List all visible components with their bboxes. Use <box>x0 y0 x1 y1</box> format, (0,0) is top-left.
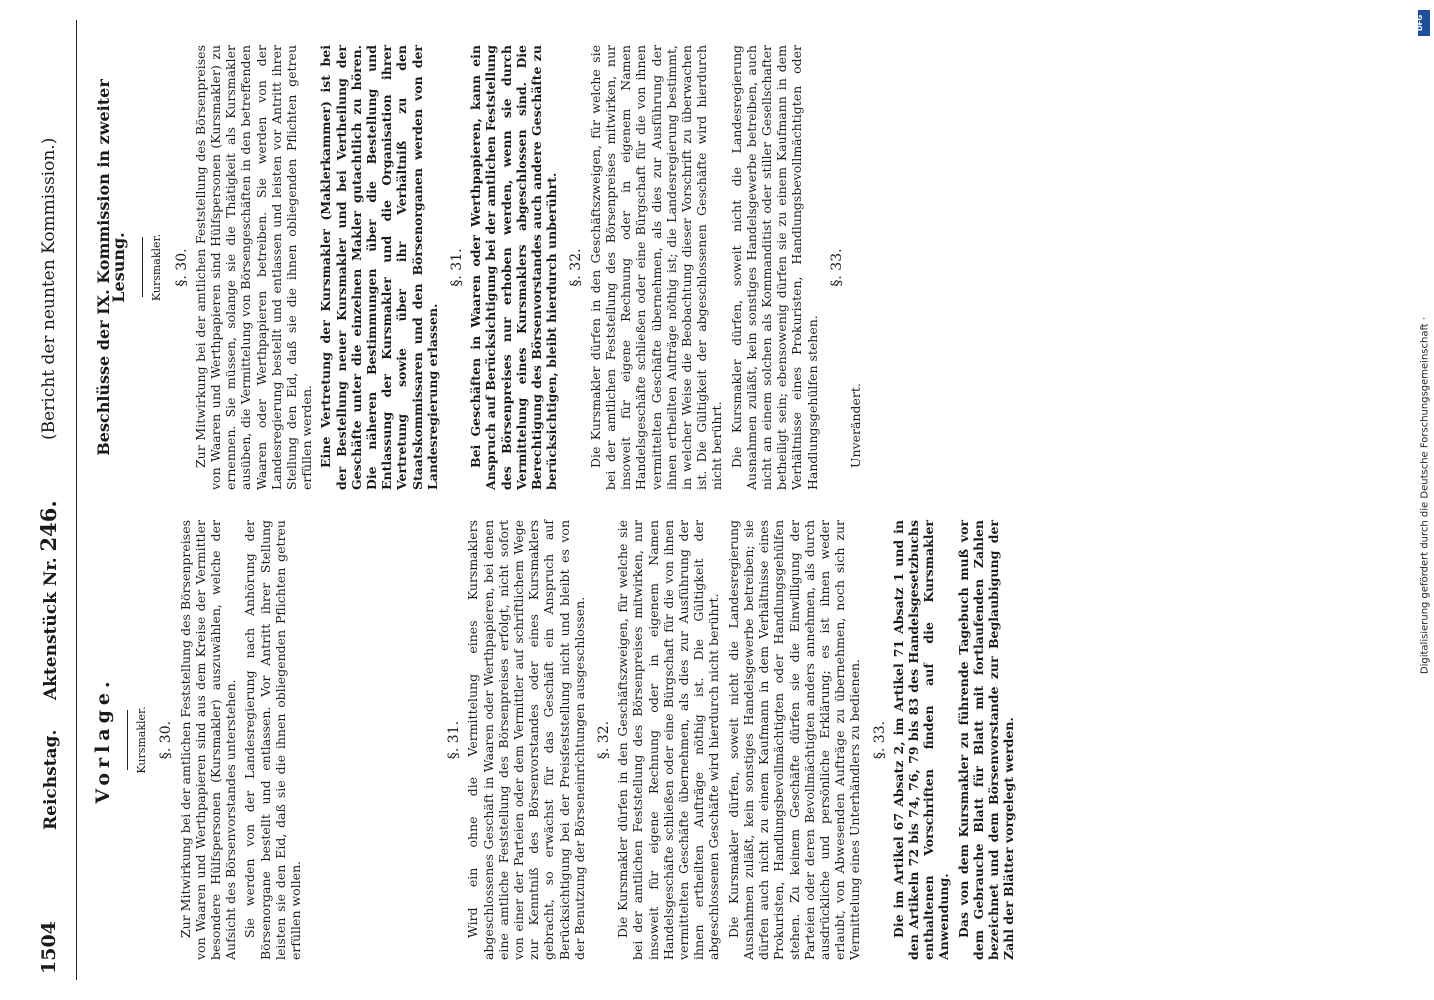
paragraph-text: Die Kursmakler dürfen, soweit nicht die Landesregierung Ausnahmen zuläßt, kein sonstiges Handelsgewerbe betreiben, auch nicht an einem solchen als Kommanditist oder stiller Gesellschafter betheiligt sein; ebensowenig dürfen sie zu einem Kaufmann in dem Verhältnisse eines Prokuristen, Handlungsbevollmächtigten oder Handlungsgehülfen stehen. <box>728 45 820 490</box>
divider <box>127 710 128 770</box>
paragraph-number: §. 32. <box>596 720 613 760</box>
dfg-logo <box>1418 10 1430 36</box>
paragraph-text: Die im Artikel 67 Absatz 2, im Artikel 71 Absatz 1 und in den Artikeln 72 bis 74, 76, 79 bis 83 des Handelsgesetzbuchs enthaltenen Vorschriften finden auf die Kursmakler Anwendung. <box>890 520 952 960</box>
paragraph-number: §. 32. <box>568 248 585 287</box>
paragraph-number: §. 30. <box>158 720 175 760</box>
header-number: 246. <box>36 500 61 552</box>
paragraph-text: Unverändert. <box>847 383 863 468</box>
paragraph-number: §. 33. <box>828 248 845 287</box>
paragraph-text: Wird ein ohne die Vermittelung eines Kursmaklers abgeschlossenes Geschäft in Waaren oder Werthpapieren, bei denen eine amtliche Feststellung des Börsenpreises erfolgt, nicht sofort von einer der Parteien oder dem Vermittler auf schriftlichem Wege zur Kenntniß des Börsenvorstandes oder eines Kursmaklers gebracht, so erwächst für das Geschäft ein Anspruch auf Berücksichtigung bei der Preisfeststellung nicht und bleibt es von der Benutzung der Börseneinrichtungen ausgeschlossen. <box>465 520 587 960</box>
paragraph-text: Die Kursmakler dürfen in den Geschäftszweigen, für welche sie bei der amtlichen Feststellung des Börsenpreises mitwirken, nur insoweit für eigene Rechnung oder in eigenem Namen Handelsgeschäfte schließen oder eine Bürgschaft für die von ihnen vermittelten Geschäfte übernehmen, als dies zur Ausführung der ihnen ertheilten Aufträge nöthig ist; die Landesregierung bestimmt, in welcher Weise die Beobachtung dieser Vorschrift zu überwachen ist. Die Gültigkeit der abgeschlossenen Geschäfte wird hierdurch nicht berührt. <box>587 45 725 490</box>
digitization-note <box>1415 10 1429 990</box>
paragraph-number: §. 31. <box>449 248 466 287</box>
paragraph-text: Die Kursmakler dürfen, soweit nicht die Landesregierung Ausnahmen zuläßt, kein sonstiges Handelsgewerbe betreiben; sie dürfen auch nicht zu einem Kaufmann in dem Verhältnisse eines Prokuristen, Handlungsbevollmächtigten oder Handlungsgehülfen stehen. Zu keinem Geschäfte dürfen sie die Einwilligung der Parteien oder deren Bevollmächtigten anders annehmen, als durch ausdrückliche und persönliche Erklärung; es ist ihnen weder erlaubt, von Abwesenden Aufträge zu übernehmen, noch sich zur Vermittelung eines Unterhändlers zu bedienen. <box>725 520 863 960</box>
left-column <box>86 520 1020 960</box>
digitization-text: Digitalisierung gefördert durch die Deutsche Forschungsgemeinschaft · <box>1419 316 1431 675</box>
paragraph-text: Eine Vertretung der Kursmakler (Maklerkammer) ist bei der Bestellung neuer Kursmakler und bei Vertheilung der Geschäfte unter die einzelnen Makler gutachtlich zu hören. Die näheren Bestimmungen über die Bestellung und Entlassung der Kursmakler und die Organisation ihrer Vertretung sowie über ihr Verhältniß zu den Staatskommissaren und den Börsenorganen werden von der Landesregierung erlassen. <box>318 45 440 490</box>
paragraph-text: Zur Mitwirkung bei der amtlichen Feststellung des Börsenpreises von Waaren und Werthpapieren sind aus dem Kreise der Vermittler besondere Hülfspersonen (Kursmakler) auszuwählen, welche der Aufsicht des Börsenvorstandes unterstehen. <box>177 519 239 960</box>
right-column-title: Beschlüsse der IX. Kommission in zweiter Lesung. <box>94 79 129 456</box>
divider <box>142 238 143 298</box>
dfg-logo-text: DFG <box>1416 14 1425 32</box>
paragraph-text: Zur Mitwirkung bei der amtlichen Feststellung des Börsenpreises von Waaren und Werthpapieren sind Hülfspersonen (Kursmakler) zu ernennen. Sie müssen, solange sie die Thätigkeit als Kursmakler ausüben, die Vermittelung von Börsengeschäften in den betreffenden Waaren oder Werthpapieren betreiben. Sie werden von der Landesregierung bestellt und entlassen und leisten vor Antritt ihrer Stellung den Eid, daß sie die ihnen obliegenden Pflichten getreu erfüllen werden. <box>192 45 315 490</box>
header-title <box>22 500 78 830</box>
left-column-title: Vorlage. <box>92 676 114 804</box>
page-number: 1504 <box>38 921 60 974</box>
paragraph-number: §. 31. <box>446 720 463 760</box>
section-label: Kursmakler. <box>135 706 149 774</box>
paragraph-text: Sie werden von der Landesregierung nach Anhörung der Börsenorgane bestellt und entlassen. Vor Antritt ihrer Stellung leisten sie den Eid, daß sie die ihnen obliegenden Pflichten getreu erfüllen wollen. <box>242 520 304 960</box>
rotated-page <box>22 20 1382 980</box>
paragraph-number: §. 33. <box>871 720 888 760</box>
header-prefix: Aktenstück Nr. <box>41 557 61 701</box>
header-left: Reichstag. <box>41 729 61 830</box>
section-label: Kursmakler. <box>150 233 164 302</box>
right-column <box>86 45 867 490</box>
paragraph-text: Bei Geschäften in Waaren oder Werthpapieren, kann ein Anspruch auf Berücksichtigung bei der amtlichen Feststellung des Börsenpreises nur erhoben werden, wenn sie durch Vermittelung eines Kursmaklers abgeschlossen sind. Die Berechtigung des Börsenvorstandes auch andere Geschäfte zu berücksichtigen, bleibt hierdurch unberührt. <box>468 45 560 490</box>
paragraph-text: Das von dem Kursmakler zu führende Tagebuch muß vor dem Gebrauche Blatt für Blatt mit fortlaufenden Zahlen bezeichnet und dem Börsenvorstande zur Beglaubigung der Zahl der Blätter vorgelegt werden. <box>955 520 1017 960</box>
header-right: (Bericht der neunten Kommission.) <box>39 137 59 440</box>
page-header <box>22 20 77 980</box>
paragraph-text: Die Kursmakler dürfen in den Geschäftszweigen, für welche sie bei der amtlichen Feststellung des Börsenpreises mitwirken, nur insoweit für eigene Rechnung oder in eigenem Namen Handelsgeschäfte schließen oder eine Bürgschaft für die von ihnen vermittelten Geschäfte übernehmen, als dies zur Ausführung der ihnen ertheilten Aufträge nöthig ist. Die Gültigkeit der abgeschlossenen Geschäfte wird hierdurch nicht berührt. <box>615 520 722 960</box>
paragraph-number: §. 30. <box>173 248 190 287</box>
